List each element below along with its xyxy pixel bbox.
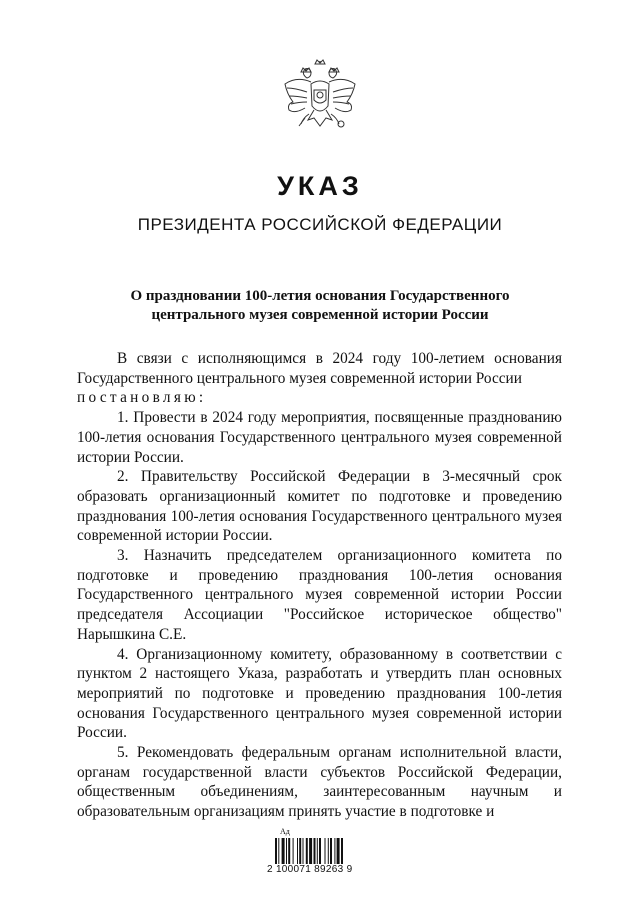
barcode-bar [309, 838, 312, 864]
decree-item: 1. Провести в 2024 году мероприятия, посвященные празднованию 100-летия основания Государственного центрального музея современной истории России. [77, 409, 562, 466]
barcode-bar [328, 838, 329, 864]
document-subtitle: ПРЕЗИДЕНТА РОССИЙСКОЙ ФЕДЕРАЦИИ [137, 215, 503, 234]
preamble-paragraph: В связи с исполняющимся в 2024 году 100-летием основания Государственного центрального музея современной истории России [77, 350, 562, 387]
decree-item: 4. Организационному комитету, образованному в соответствии с пунктом 2 настоящего Указа, разработать и утвердить план основных мероприятий по подготовке и проведению празднования 100-летия основания Государственного центрального музея современной истории России. [77, 645, 562, 742]
decree-item: 5. Рекомендовать федеральным органам исполнительной власти, органам государственной власти субъектов Российской Федерации, общественным объединениям, заинтересованным научным и образовательным организациям принять участие в подготовке и [77, 744, 562, 821]
barcode-bar [278, 838, 279, 864]
barcode-bar [317, 838, 318, 864]
barcode-bar [314, 838, 316, 864]
barcode-bar [299, 838, 301, 864]
decree-item: 2. Правительству Российской Федерации в 3-месячный срок образовать организационный комитет по подготовке и проведению празднования 100-летия основания Государственного центрального музея современной истории России. [77, 468, 562, 545]
barcode-bar [297, 838, 298, 864]
barcode-bar [325, 838, 326, 864]
barcode-bar [341, 838, 343, 864]
barcode-bar [330, 838, 332, 864]
decree-item: 3. Назначить председателем организационного комитета по подготовке и проведению празднования 100-летия основания Государственного центрального музея современной истории России председателя Ассоциации "Российское историческое общество" Нарышкина С.Е. [77, 547, 562, 643]
barcode-number: 2 100071 89263 9 [267, 864, 353, 875]
decree-word: постановляю: [77, 389, 207, 407]
decree-heading [96, 287, 544, 325]
barcode-bar [337, 838, 340, 864]
barcode-bar [303, 838, 304, 864]
barcode-bar [275, 838, 277, 864]
double-headed-eagle-icon [279, 58, 361, 146]
barcode-bar [334, 838, 335, 864]
barcode-bar [288, 838, 290, 864]
decree-heading-line: О праздновании 100-летия основания Государственного [130, 288, 510, 304]
barcode-bar [306, 838, 308, 864]
barcode-bar [293, 838, 294, 864]
decree-heading-line: центрального музея современной истории России [151, 307, 489, 323]
document-title: УКАЗ [277, 171, 363, 201]
barcode-bar [286, 838, 287, 864]
decree-body [77, 349, 562, 822]
barcode-bar [282, 838, 285, 864]
registration-stamp: Ад [280, 827, 290, 836]
barcode-bar [319, 838, 321, 864]
